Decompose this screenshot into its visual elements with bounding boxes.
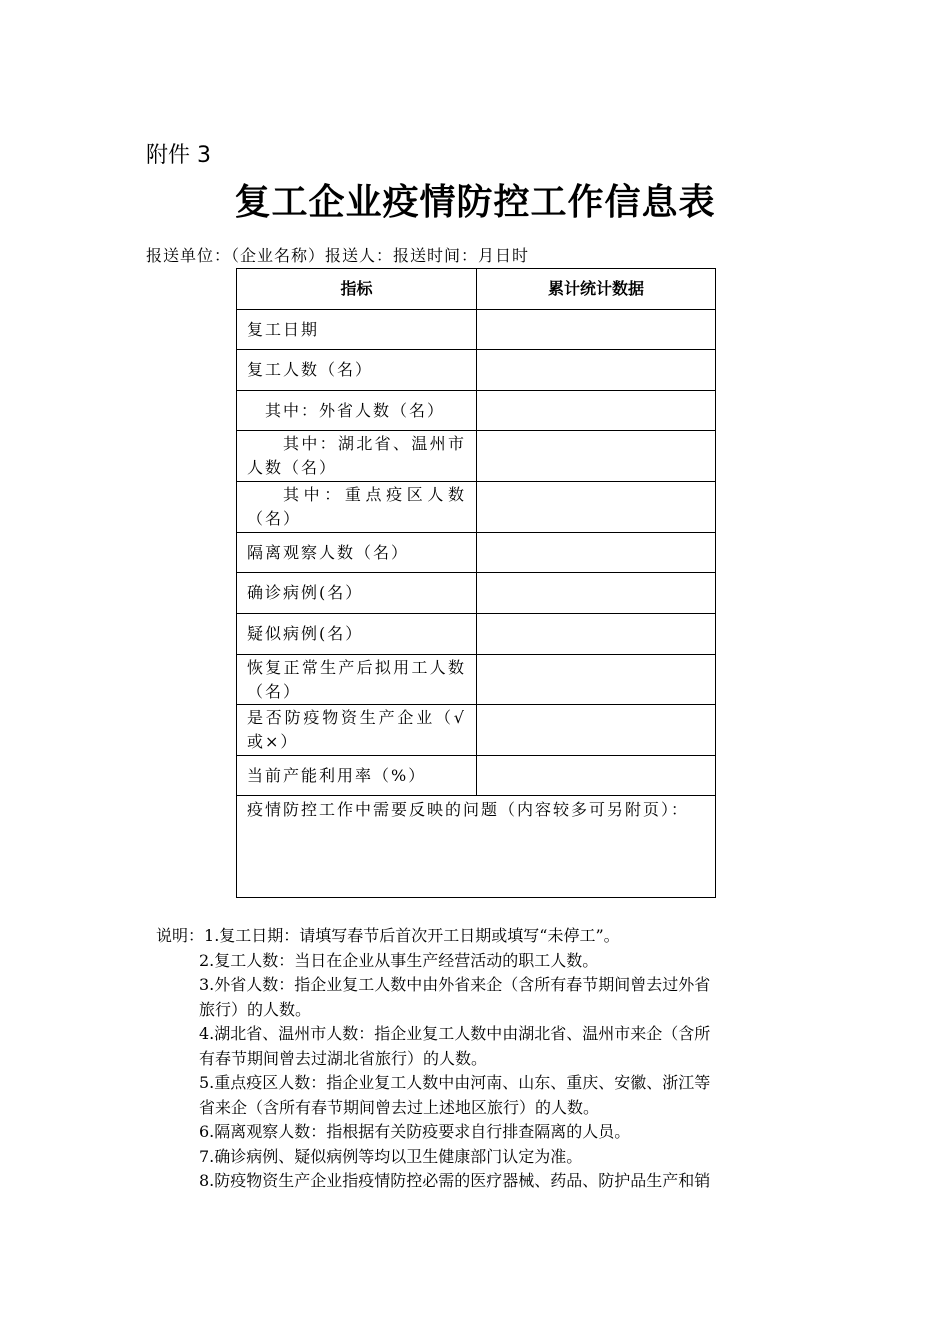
table-row — [237, 350, 716, 391]
row-label-capacity-utilization: 当前产能利用率（%） — [237, 756, 477, 796]
table-row — [237, 705, 716, 756]
table-row — [237, 756, 716, 796]
row-value-cell[interactable] — [477, 350, 716, 391]
row-label-key-epidemic-area: 其中：重点疫区人数（名） — [237, 482, 477, 533]
row-label-planned-workers: 恢复正常生产后拟用工人数（名） — [237, 655, 477, 705]
note-line-3: 3.外省人数：指企业复工人数中由外省来企（含所有春节期间曾去过外省 — [199, 975, 711, 994]
note-line-7: 7.确诊病例、疑似病例等均以卫生健康部门认定为准。 — [199, 1146, 583, 1166]
row-value-cell[interactable] — [477, 573, 716, 614]
row-value-cell[interactable] — [477, 431, 716, 482]
note-line-4: 4.湖北省、温州市人数：指企业复工人数中由湖北省、温州市来企（含所 — [199, 1024, 711, 1043]
row-label-epidemic-supplies: 是否防疫物资生产企业（√或×） — [237, 705, 477, 756]
table-row — [237, 391, 716, 431]
table-row — [237, 431, 716, 482]
header-cumulative-data: 累计统计数据 — [477, 269, 716, 310]
note-line-5: 5.重点疫区人数：指企业复工人数中由河南、山东、重庆、安徽、浙江等 — [199, 1073, 711, 1092]
info-table — [236, 268, 716, 898]
row-value-cell[interactable] — [477, 756, 716, 796]
page-title: 复工企业疫情防控工作信息表 — [234, 181, 716, 223]
row-label-isolation: 隔离观察人数（名） — [237, 533, 477, 573]
header-indicator: 指标 — [237, 269, 477, 310]
row-value-cell[interactable] — [477, 482, 716, 533]
notes-section — [156, 924, 816, 1194]
note-line-8: 8.防疫物资生产企业指疫情防控必需的医疗器械、药品、防护品生产和销 — [199, 1171, 711, 1190]
problems-cell[interactable]: 疫情防控工作中需要反映的问题（内容较多可另附页）： — [237, 796, 716, 898]
table-row-problems — [237, 796, 716, 898]
row-value-cell[interactable] — [477, 705, 716, 756]
note-line-3-cont: 旅行）的人数。 — [199, 999, 312, 1019]
table-header-row — [237, 269, 716, 310]
table-row — [237, 533, 716, 573]
note-line-6: 6.隔离观察人数：指根据有关防疫要求自行排查隔离的人员。 — [199, 1122, 631, 1141]
row-value-cell[interactable] — [477, 533, 716, 573]
row-value-cell[interactable] — [477, 655, 716, 705]
attachment-label: 附件 3 — [146, 143, 211, 168]
table-row — [237, 310, 716, 350]
row-label-confirmed: 确诊病例(名） — [237, 573, 477, 614]
row-label-return-date: 复工日期 — [237, 310, 477, 350]
table-row — [237, 482, 716, 533]
note-line-2: 2.复工人数：当日在企业从事生产经营活动的职工人数。 — [199, 950, 599, 970]
table-row — [237, 614, 716, 655]
table-row — [237, 573, 716, 614]
row-value-cell[interactable] — [477, 310, 716, 350]
row-value-cell[interactable] — [477, 614, 716, 655]
row-label-hubei-wenzhou: 其中：湖北省、温州市人数（名） — [237, 431, 477, 482]
row-label-other-province: 其中：外省人数（名） — [237, 391, 477, 431]
notes-lead: 说明： — [156, 926, 205, 945]
row-value-cell[interactable] — [477, 391, 716, 431]
note-line-4-cont: 有春节期间曾去过湖北省旅行）的人数。 — [199, 1048, 488, 1068]
table-row — [237, 655, 716, 705]
row-label-return-workers: 复工人数（名） — [237, 350, 477, 391]
note-line-1: 说明：1.复工日期：请填写春节后首次开工日期或填写“未停工”。 — [156, 926, 620, 945]
row-label-suspected: 疑似病例(名） — [237, 614, 477, 655]
report-info-line: 报送单位：（企业名称）报送人：报送时间：月日时 — [146, 246, 530, 265]
note-line-5-cont: 省来企（含所有春节期间曾去过上述地区旅行）的人数。 — [199, 1097, 600, 1117]
